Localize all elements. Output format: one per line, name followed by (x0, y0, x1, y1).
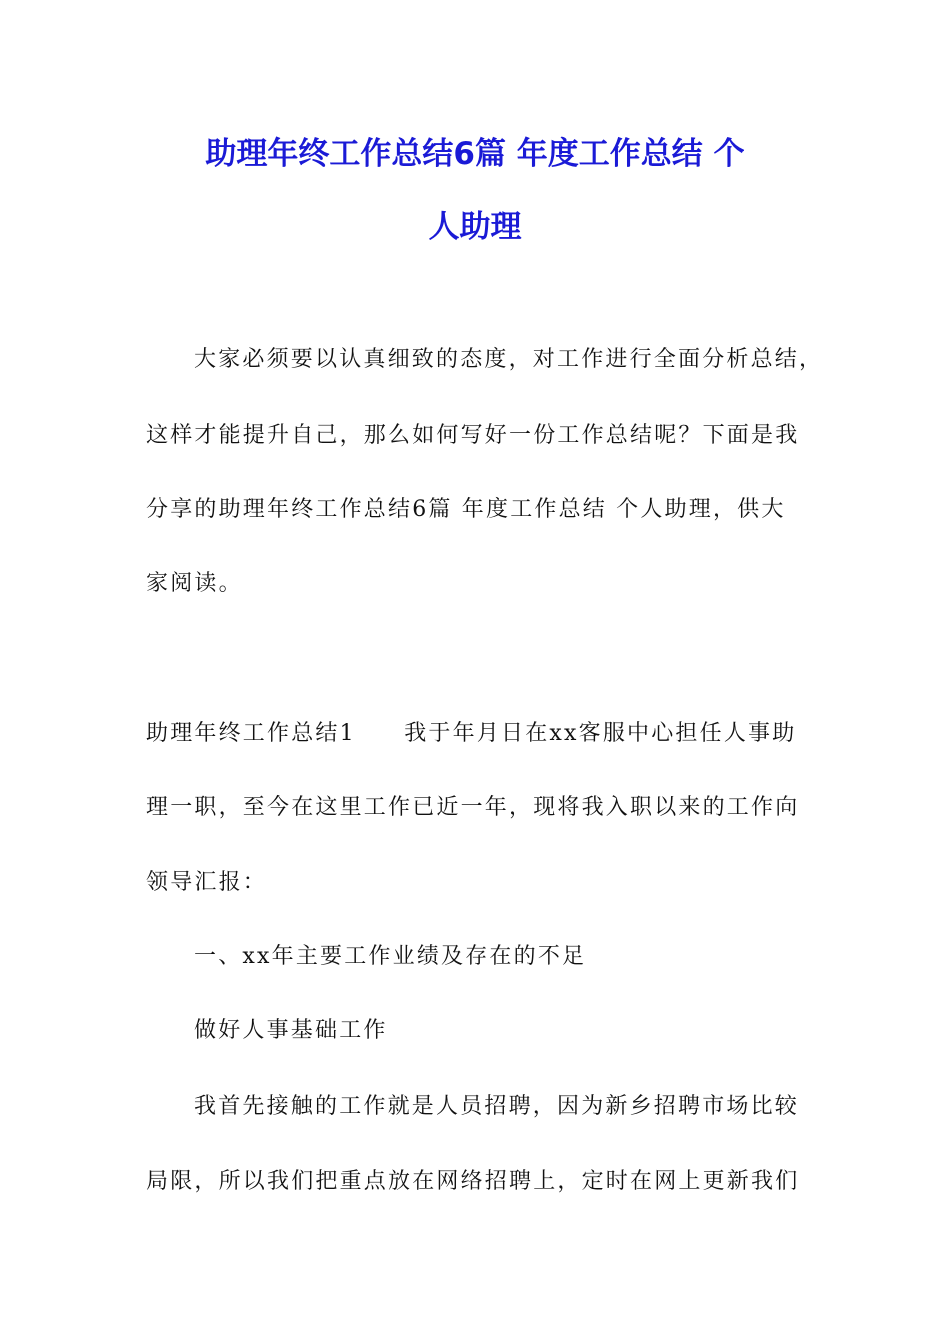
section-heading: 一、xx年主要工作业绩及存在的不足 (194, 944, 587, 969)
intro-paragraph-line-2: 这样才能提升自己，那么如何写好一份工作总结呢？下面是我 (146, 423, 800, 448)
subsection-heading: 做好人事基础工作 (194, 1018, 388, 1043)
intro-paragraph-line-4: 家阅读。 (146, 571, 243, 596)
section-1-line-3: 领导汇报： (146, 870, 268, 895)
intro-paragraph-line-3: 分享的助理年终工作总结6篇 年度工作总结 个人助理，供大 (146, 497, 786, 522)
section-1-line-1: 助理年终工作总结1 我于年月日在xx客服中心担任人事助 (146, 721, 797, 746)
document-title-line-1: 助理年终工作总结6篇 年度工作总结 个 (205, 136, 745, 172)
section-1-line-2: 理一职，至今在这里工作已近一年，现将我入职以来的工作向 (146, 795, 800, 820)
recruitment-paragraph-line-2: 局限，所以我们把重点放在网络招聘上，定时在网上更新我们 (146, 1169, 800, 1194)
document-title-line-2: 人助理 (428, 209, 522, 245)
recruitment-paragraph-line-1: 我首先接触的工作就是人员招聘，因为新乡招聘市场比较 (194, 1094, 800, 1119)
intro-paragraph-line-1: 大家必须要以认真细致的态度，对工作进行全面分析总结， (194, 347, 824, 372)
